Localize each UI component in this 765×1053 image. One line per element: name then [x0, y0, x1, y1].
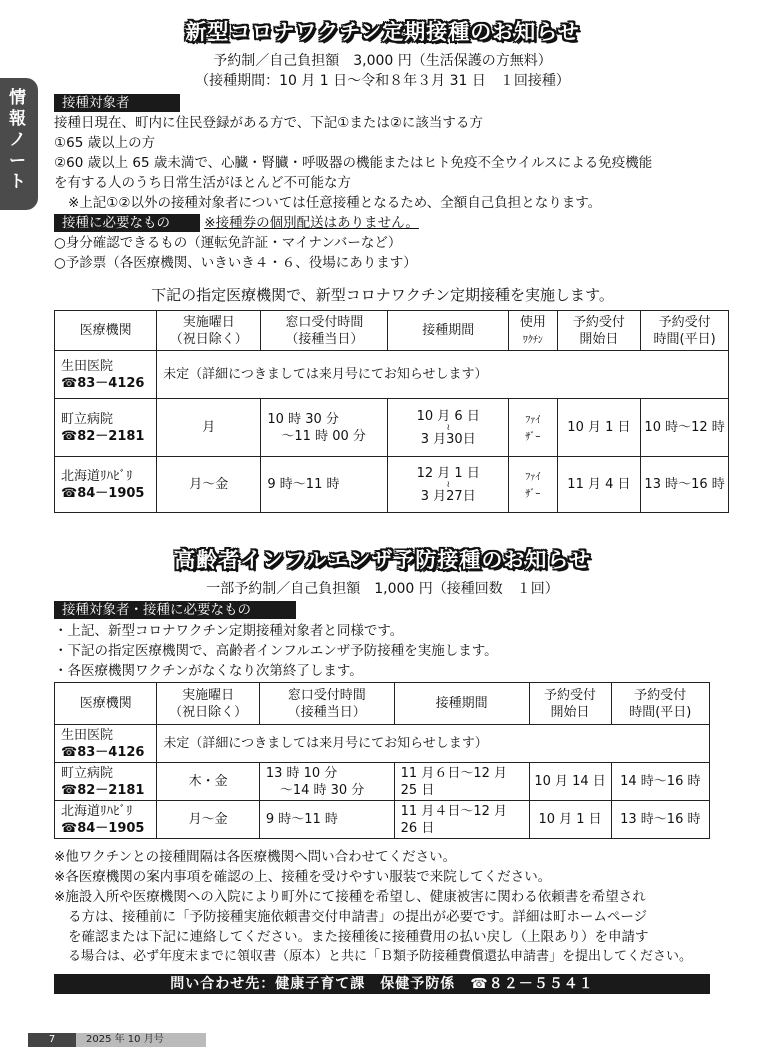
- flu-r2-start: 10 月 14 日: [529, 763, 611, 801]
- flu-r3-start: 10 月 1 日: [529, 801, 611, 839]
- covid-r1-note: 未定（詳細につきましては来月号にてお知らせします）: [157, 351, 729, 399]
- flu-note-3: ※施設入所や医療機関への入院により町外にて接種を希望し、健康被害に関わる依頼書を希望され: [54, 889, 646, 905]
- covid-r2-vaccine: ﾌｧｲ ｻﾞｰ: [509, 399, 558, 457]
- covid-th-period: 接種期間: [388, 311, 509, 351]
- flu-r2-clinic: 町立病院 ☎82－2181: [55, 763, 157, 801]
- flu-note-5: を確認または下記に連絡してください。また接種後に接種費用の払い戻し（上限あり）を申請す: [68, 929, 649, 945]
- flu-title: 高齢者インフルエンザ予防接種のお知らせ: [174, 548, 591, 572]
- flu-table-header: [55, 683, 710, 725]
- covid-needs-line-2: ○予診票（各医療機関、いきいき４・６、役場にあります）: [54, 255, 417, 271]
- flu-th-start: 予約受付 開始日: [529, 683, 611, 725]
- flu-r2-time: 13 時 10 分 ～14 時 30 分: [259, 763, 394, 801]
- covid-intro: 下記の指定医療機関で、新型コロナワクチン定期接種を実施します。: [151, 286, 614, 304]
- flu-fee: 一部予約制／自己負担額 1,000 円（接種回数 １回）: [206, 581, 559, 597]
- flu-th-day: 実施曜日 （祝日除く）: [157, 683, 259, 725]
- table-row: [55, 725, 710, 763]
- covid-target-line-3: ②60 歳以上 65 歳未満で、心臓・腎臓・呼吸器の機能またはヒト免疫不全ウイルスによる免疫機能: [54, 155, 653, 171]
- flu-r3-time: 9 時～11 時: [259, 801, 394, 839]
- flu-note-2: ※各医療機関の案内事項を確認の上、接種を受けやすい服装で来院してください。: [54, 869, 552, 885]
- covid-th-clinic: 医療機関: [55, 311, 157, 351]
- table-row: [55, 399, 729, 457]
- flu-table: [54, 682, 710, 839]
- covid-th-vaccine: 使用 ﾜｸﾁﾝ: [509, 311, 558, 351]
- flu-r3-clinic: 北海道ﾘﾊﾋﾞﾘ ☎84－1905: [55, 801, 157, 839]
- covid-needs-label: 接種に必要なもの: [54, 214, 200, 232]
- covid-th-hours: 予約受付 時間(平日): [641, 311, 729, 351]
- flu-r1-clinic: 生田医院 ☎83－4126: [55, 725, 157, 763]
- flu-note-1: ※他ワクチンとの接種間隔は各医療機関へ問い合わせてください。: [54, 849, 457, 865]
- flu-r3-day: 月～金: [157, 801, 259, 839]
- flu-r1-note: 未定（詳細につきましては来月号にてお知らせします）: [157, 725, 710, 763]
- flu-r3-period: 11 月４日～12 月 26 日: [394, 801, 529, 839]
- flu-th-time: 窓口受付時間 （接種当日）: [259, 683, 394, 725]
- covid-r2-clinic: 町立病院 ☎82－2181: [55, 399, 157, 457]
- covid-r2-start: 10 月 1 日: [557, 399, 641, 457]
- covid-r3-vaccine: ﾌｧｲ ｻﾞｰ: [509, 457, 558, 513]
- covid-target-line-1: 接種日現在、町内に住民登録がある方で、下記①または②に該当する方: [54, 115, 483, 131]
- side-tab-label: 情報ノート: [9, 88, 26, 192]
- covid-target-line-5: ※上記①②以外の接種対象者については任意接種となるため、全額自己負担となります。: [68, 195, 602, 211]
- covid-target-label-row: [54, 94, 744, 112]
- contact-bar: 問い合わせ先：健康子育て課 保健予防係 ☎８２－５５４１: [54, 974, 710, 994]
- covid-r3-period: 12 月 1 日 ≀ 3 月27日: [388, 457, 509, 513]
- flu-r2-hours: 14 時～16 時: [611, 763, 709, 801]
- flu-note-4: る方は、接種前に「予防接種実施依頼書交付申請書」の提出が必要です。詳細は町ホームページ: [68, 909, 648, 925]
- covid-title: 新型コロナワクチン定期接種のお知らせ: [185, 20, 580, 44]
- covid-period: （接種期間：10 月 1 日～令和８年３月 31 日 １回接種）: [195, 73, 570, 89]
- page-number: 7: [28, 1033, 76, 1047]
- flu-r2-day: 木・金: [157, 763, 259, 801]
- table-row: [55, 763, 710, 801]
- covid-fee: 予約制／自己負担額 3,000 円（生活保護の方無料）: [213, 53, 552, 69]
- covid-r2-day: 月: [157, 399, 261, 457]
- flu-label: 接種対象者・接種に必要なもの: [54, 601, 296, 619]
- covid-target-label: 接種対象者: [54, 94, 180, 112]
- covid-target-line-2: ①65 歳以上の方: [54, 135, 156, 151]
- table-row: [55, 801, 710, 839]
- covid-th-start: 予約受付 開始日: [557, 311, 641, 351]
- flu-note-6: る場合は、必ず年度末までに領収書（原本）と共に「Ｂ類予防接種費償還払申請書」を提出してください。: [68, 949, 693, 964]
- side-tab: [0, 78, 38, 210]
- flu-line-3: ・各医療機関ワクチンがなくなり次第終了します。: [54, 663, 363, 679]
- flu-label-row: [54, 601, 744, 619]
- covid-table: [54, 310, 729, 513]
- flu-th-period: 接種期間: [394, 683, 529, 725]
- flu-line-1: ・上記、新型コロナワクチン定期接種対象者と同様です。: [54, 623, 404, 639]
- table-row: [55, 457, 729, 513]
- covid-r3-hours: 13 時～16 時: [641, 457, 729, 513]
- covid-r1-clinic: 生田医院 ☎83－4126: [55, 351, 157, 399]
- table-row: [55, 351, 729, 399]
- covid-r2-period: 10 月 6 日 ≀ 3 月30日: [388, 399, 509, 457]
- covid-r2-hours: 10 時～12 時: [641, 399, 729, 457]
- covid-needs-line-1: ○身分確認できるもの（運転免許証・マイナンバーなど）: [54, 235, 402, 251]
- covid-r2-time: 10 時 30 分 ～11 時 00 分: [261, 399, 388, 457]
- covid-r3-day: 月～金: [157, 457, 261, 513]
- covid-needs-note: ※接種券の個別配送はありません。: [204, 215, 419, 231]
- covid-r3-time: 9 時～11 時: [261, 457, 388, 513]
- covid-r3-start: 11 月 4 日: [557, 457, 641, 513]
- covid-th-day: 実施曜日 （祝日除く）: [157, 311, 261, 351]
- flu-r3-hours: 13 時～16 時: [611, 801, 709, 839]
- issue-date: 2025 年 10 月号: [86, 1034, 164, 1045]
- flu-th-clinic: 医療機関: [55, 683, 157, 725]
- flu-r2-period: 11 月６日～12 月 25 日: [394, 763, 529, 801]
- covid-th-time: 窓口受付時間 （接種当日）: [261, 311, 388, 351]
- covid-needs-row: [54, 214, 744, 232]
- flu-th-hours: 予約受付 時間(平日): [611, 683, 709, 725]
- flu-line-2: ・下記の指定医療機関で、高齢者インフルエンザ予防接種を実施します。: [54, 643, 498, 659]
- covid-table-header: [55, 311, 729, 351]
- covid-target-line-4: を有する人のうち日常生活がほとんど不可能な方: [54, 175, 351, 191]
- covid-r3-clinic: 北海道ﾘﾊﾋﾞﾘ ☎84－1905: [55, 457, 157, 513]
